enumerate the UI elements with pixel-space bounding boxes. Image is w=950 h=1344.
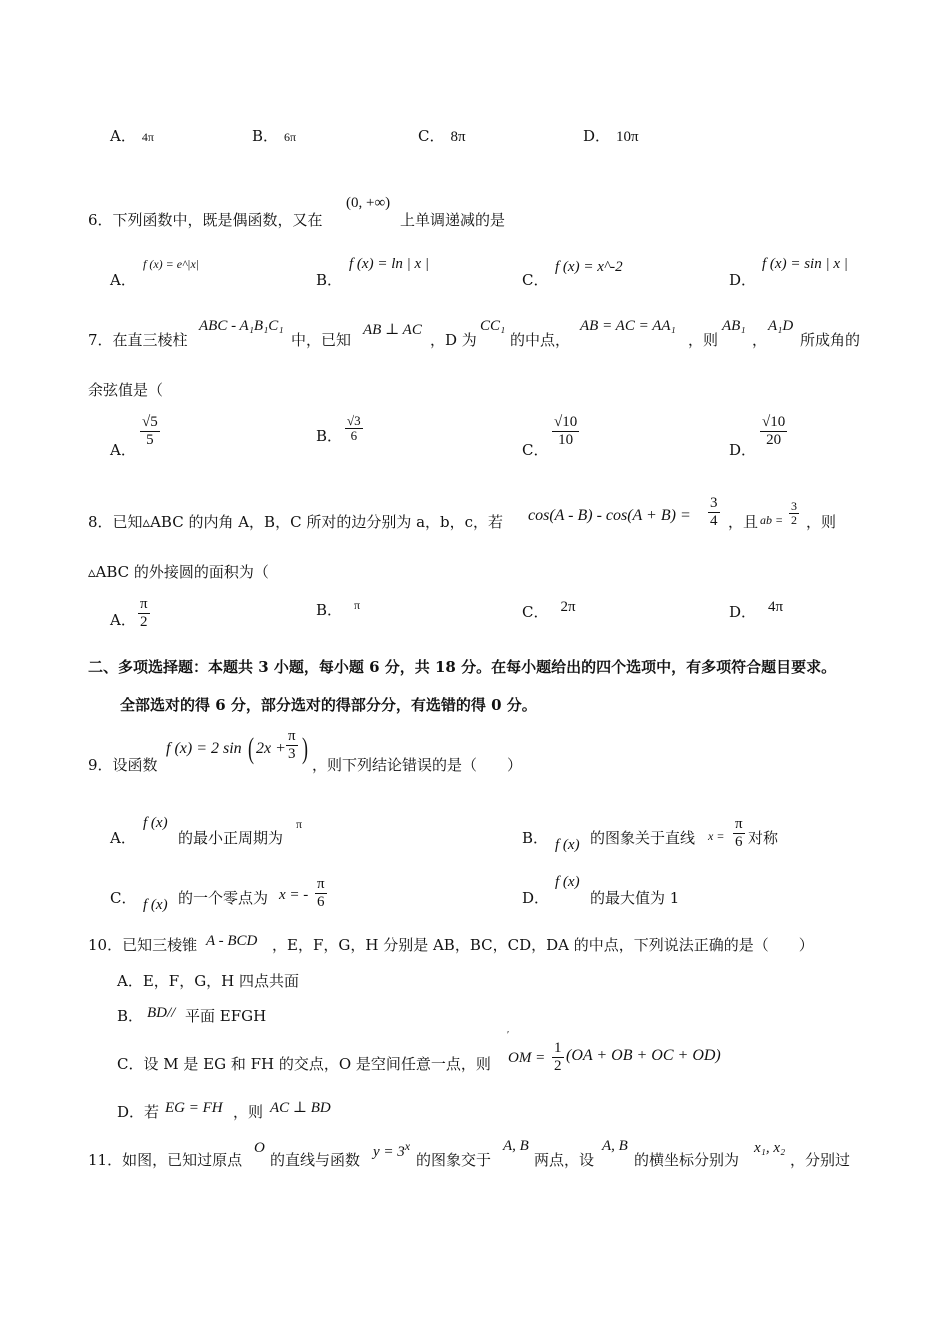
q8-equation: cos(A - B) - cos(A + B) = (528, 507, 691, 524)
q10-option-b-math: BD// (147, 1005, 176, 1021)
q10-stem-a: 10．已知三棱锥 (88, 936, 198, 954)
q8-option-a-frac: $\frac{\pi}{2}$ (140, 596, 148, 630)
section-2-line2: 全部选对的得 6 分，部分选对的得部分分，有选错的得 0 分。 (120, 696, 537, 714)
q10-option-d-a: D．若 (117, 1103, 160, 1121)
q9-option-a-letter: A． (110, 829, 136, 847)
q8-option-a-letter: A． (110, 611, 136, 629)
q6-option-d-formula: f (x) = sin | x | (762, 256, 848, 272)
q7-equal: AB = AC = AA₁ (580, 318, 676, 334)
q9-option-d-letter: D． (522, 889, 550, 907)
q7-stem-line2: 余弦值是（ (88, 381, 164, 399)
q11-ab: A, B (503, 1138, 529, 1154)
q7-option-a-frac: $\frac{√5}{5}$ (142, 414, 158, 448)
q9-option-c-frac: $\frac{\pi}{6}$ (317, 876, 325, 910)
q6-option-c-letter: C． (522, 271, 549, 289)
q8-ab-frac: $\frac{3}{2}$ (791, 499, 797, 528)
q8-option-c: C． 2π (522, 599, 576, 621)
q10-option-d-eq: EG = FH (165, 1100, 223, 1116)
q6-interval: (0, +∞) (346, 195, 391, 211)
q7-stem-e: ，则 (688, 331, 719, 349)
q9-stem-b: ，则下列结论错误的是（ ） (312, 756, 523, 774)
q7-stem-d: 的中点， (510, 331, 571, 349)
q6-option-a-letter: A． (110, 271, 136, 289)
q10-option-c-text: C．设 M 是 EG 和 FH 的交点，O 是空间任意一点，则 (117, 1055, 491, 1073)
q8-ab: ab = (760, 513, 784, 527)
q7-prism: ABC - A₁B₁C₁ (199, 318, 284, 334)
q10-option-c-frac: $\frac{1}{2}$ (554, 1040, 562, 1074)
q5-option-b: B． 6π (252, 127, 297, 145)
q9-option-d-text: 的最大值为 1 (590, 889, 680, 907)
q11-stem-a: 11．如图，已知过原点 (88, 1151, 243, 1169)
q11-stem-c: 的图象交于 (416, 1151, 492, 1169)
q7-perp: AB ⊥ AC (363, 322, 422, 338)
q9-stem-a: 9．设函数 (88, 756, 158, 774)
q10-option-d-c: AC ⊥ BD (270, 1100, 331, 1116)
q6-option-a-formula: f (x) = e^|x| (143, 257, 200, 271)
q7-stem-a: 7．在直三棱柱 (88, 331, 188, 349)
q7-option-b-frac: $\frac{√3}{6}$ (347, 413, 361, 444)
q6-option-b-formula: f (x) = ln | x | (349, 256, 430, 272)
q11-ab2: A, B (602, 1138, 628, 1154)
q8-eq-frac: $\frac{3}{4}$ (710, 495, 718, 529)
q8-stem-c: ，则 (806, 513, 837, 531)
q9-paren-open: ( (248, 732, 254, 765)
q7-comma: ， (752, 331, 768, 349)
q7-option-d-frac: $\frac{√10}{20}$ (762, 414, 786, 448)
q9-option-a-value: π (296, 817, 303, 831)
q7-stem-f: 所成角的 (800, 331, 861, 349)
q9-option-c-f: f (x) (143, 897, 168, 913)
q9-option-b-letter: B． (522, 829, 549, 847)
q6-option-b-letter: B． (316, 271, 343, 289)
q9-option-a-text: 的最小正周期为 (178, 829, 284, 847)
q10-option-b-letter: B． (117, 1007, 144, 1025)
q8-stem-b: ，且 (728, 513, 759, 531)
q10-stem-b: ，E，F，G，H 分别是 AB，BC，CD，DA 的中点，下列说法正确的是（ ） (272, 936, 814, 954)
q9-option-b-text: 的图象关于直线 (590, 829, 696, 847)
q8-stem-line2: ▵ABC 的外接圆的面积为（ (88, 563, 269, 581)
q9-option-c-letter: C． (110, 889, 137, 907)
q9-option-c-x: x = - (279, 887, 309, 903)
q9-func-frac: $\frac{\pi}{3}$ (288, 728, 296, 762)
q10-pyramid: A - BCD (206, 933, 258, 949)
q10-option-b-text: 平面 EFGH (185, 1007, 267, 1025)
q9-paren-close: ) (302, 732, 308, 765)
q9-option-b-x: x = (708, 829, 725, 843)
q10-option-a: A．E，F，G，H 四点共面 (117, 972, 300, 990)
q11-func: $y = 3^x$ (373, 1139, 411, 1160)
q7-stem-b: 中，已知 (291, 331, 352, 349)
q7-ab1: AB₁ (722, 318, 746, 334)
q8-stem-a: 8．已知▵ABC 的内角 A，B，C 所对的边分别为 a，b，c，若 (88, 513, 504, 531)
q11-stem-f: ，分别过 (790, 1151, 851, 1169)
q9-option-a-f: f (x) (143, 815, 168, 831)
q5-option-d: D． 10π (583, 127, 639, 145)
q10-option-c-lhs: OM = (508, 1050, 546, 1066)
q10-option-d-b: ，则 (233, 1103, 264, 1121)
q5-option-a: A． 4π (110, 127, 154, 145)
q6-stem-b: 上单调递减的是 (400, 211, 506, 229)
q9-option-b-tail: 对称 (748, 829, 779, 847)
q8-option-b: B． $^\pi$ (316, 598, 361, 619)
q9-func-b: 2x + (256, 740, 286, 757)
q11-stem-e: 的横坐标分别为 (634, 1151, 740, 1169)
q6-option-c-formula: f (x) = x^-2 (555, 259, 623, 275)
q10-vector-mark: ′ (507, 1030, 510, 1041)
q11-x12: x₁, x₂ (754, 1140, 786, 1156)
q11-stem-d: 两点，设 (534, 1151, 595, 1169)
section-2-line1: 二、多项选择题：本题共 3 小题，每小题 6 分，共 18 分。在每小题给出的四个选项中，有多项符合题目要求。 (88, 658, 837, 676)
q6-stem-a: 6．下列函数中，既是偶函数，又在 (88, 211, 323, 229)
q7-option-c-letter: C． (522, 441, 549, 459)
q11-origin: O (254, 1140, 265, 1156)
q7-option-a-letter: A． (110, 441, 136, 459)
q9-option-d-f: f (x) (555, 874, 580, 890)
q6-option-d-letter: D． (729, 271, 757, 289)
q8-option-d: D． 4π (729, 599, 784, 621)
q7-stem-c: ，D 为 (430, 331, 477, 349)
q9-option-b-frac: $\frac{\pi}{6}$ (735, 816, 743, 850)
q7-cc1: CC₁ (480, 318, 506, 334)
q5-option-c: C． 8π (418, 127, 466, 145)
q9-option-c-text: 的一个零点为 (178, 889, 269, 907)
q10-option-c-rhs: (OA + OB + OC + OD) (566, 1047, 721, 1064)
q11-stem-b: 的直线与函数 (270, 1151, 361, 1169)
q7-option-c-frac: $\frac{√10}{10}$ (554, 414, 578, 448)
q7-option-d-letter: D． (729, 441, 757, 459)
q9-option-b-f: f (x) (555, 837, 580, 853)
q7-a1d: A₁D (768, 318, 794, 334)
q9-func-a: f (x) = 2 sin (166, 740, 242, 757)
q7-option-b-letter: B． (316, 427, 343, 445)
